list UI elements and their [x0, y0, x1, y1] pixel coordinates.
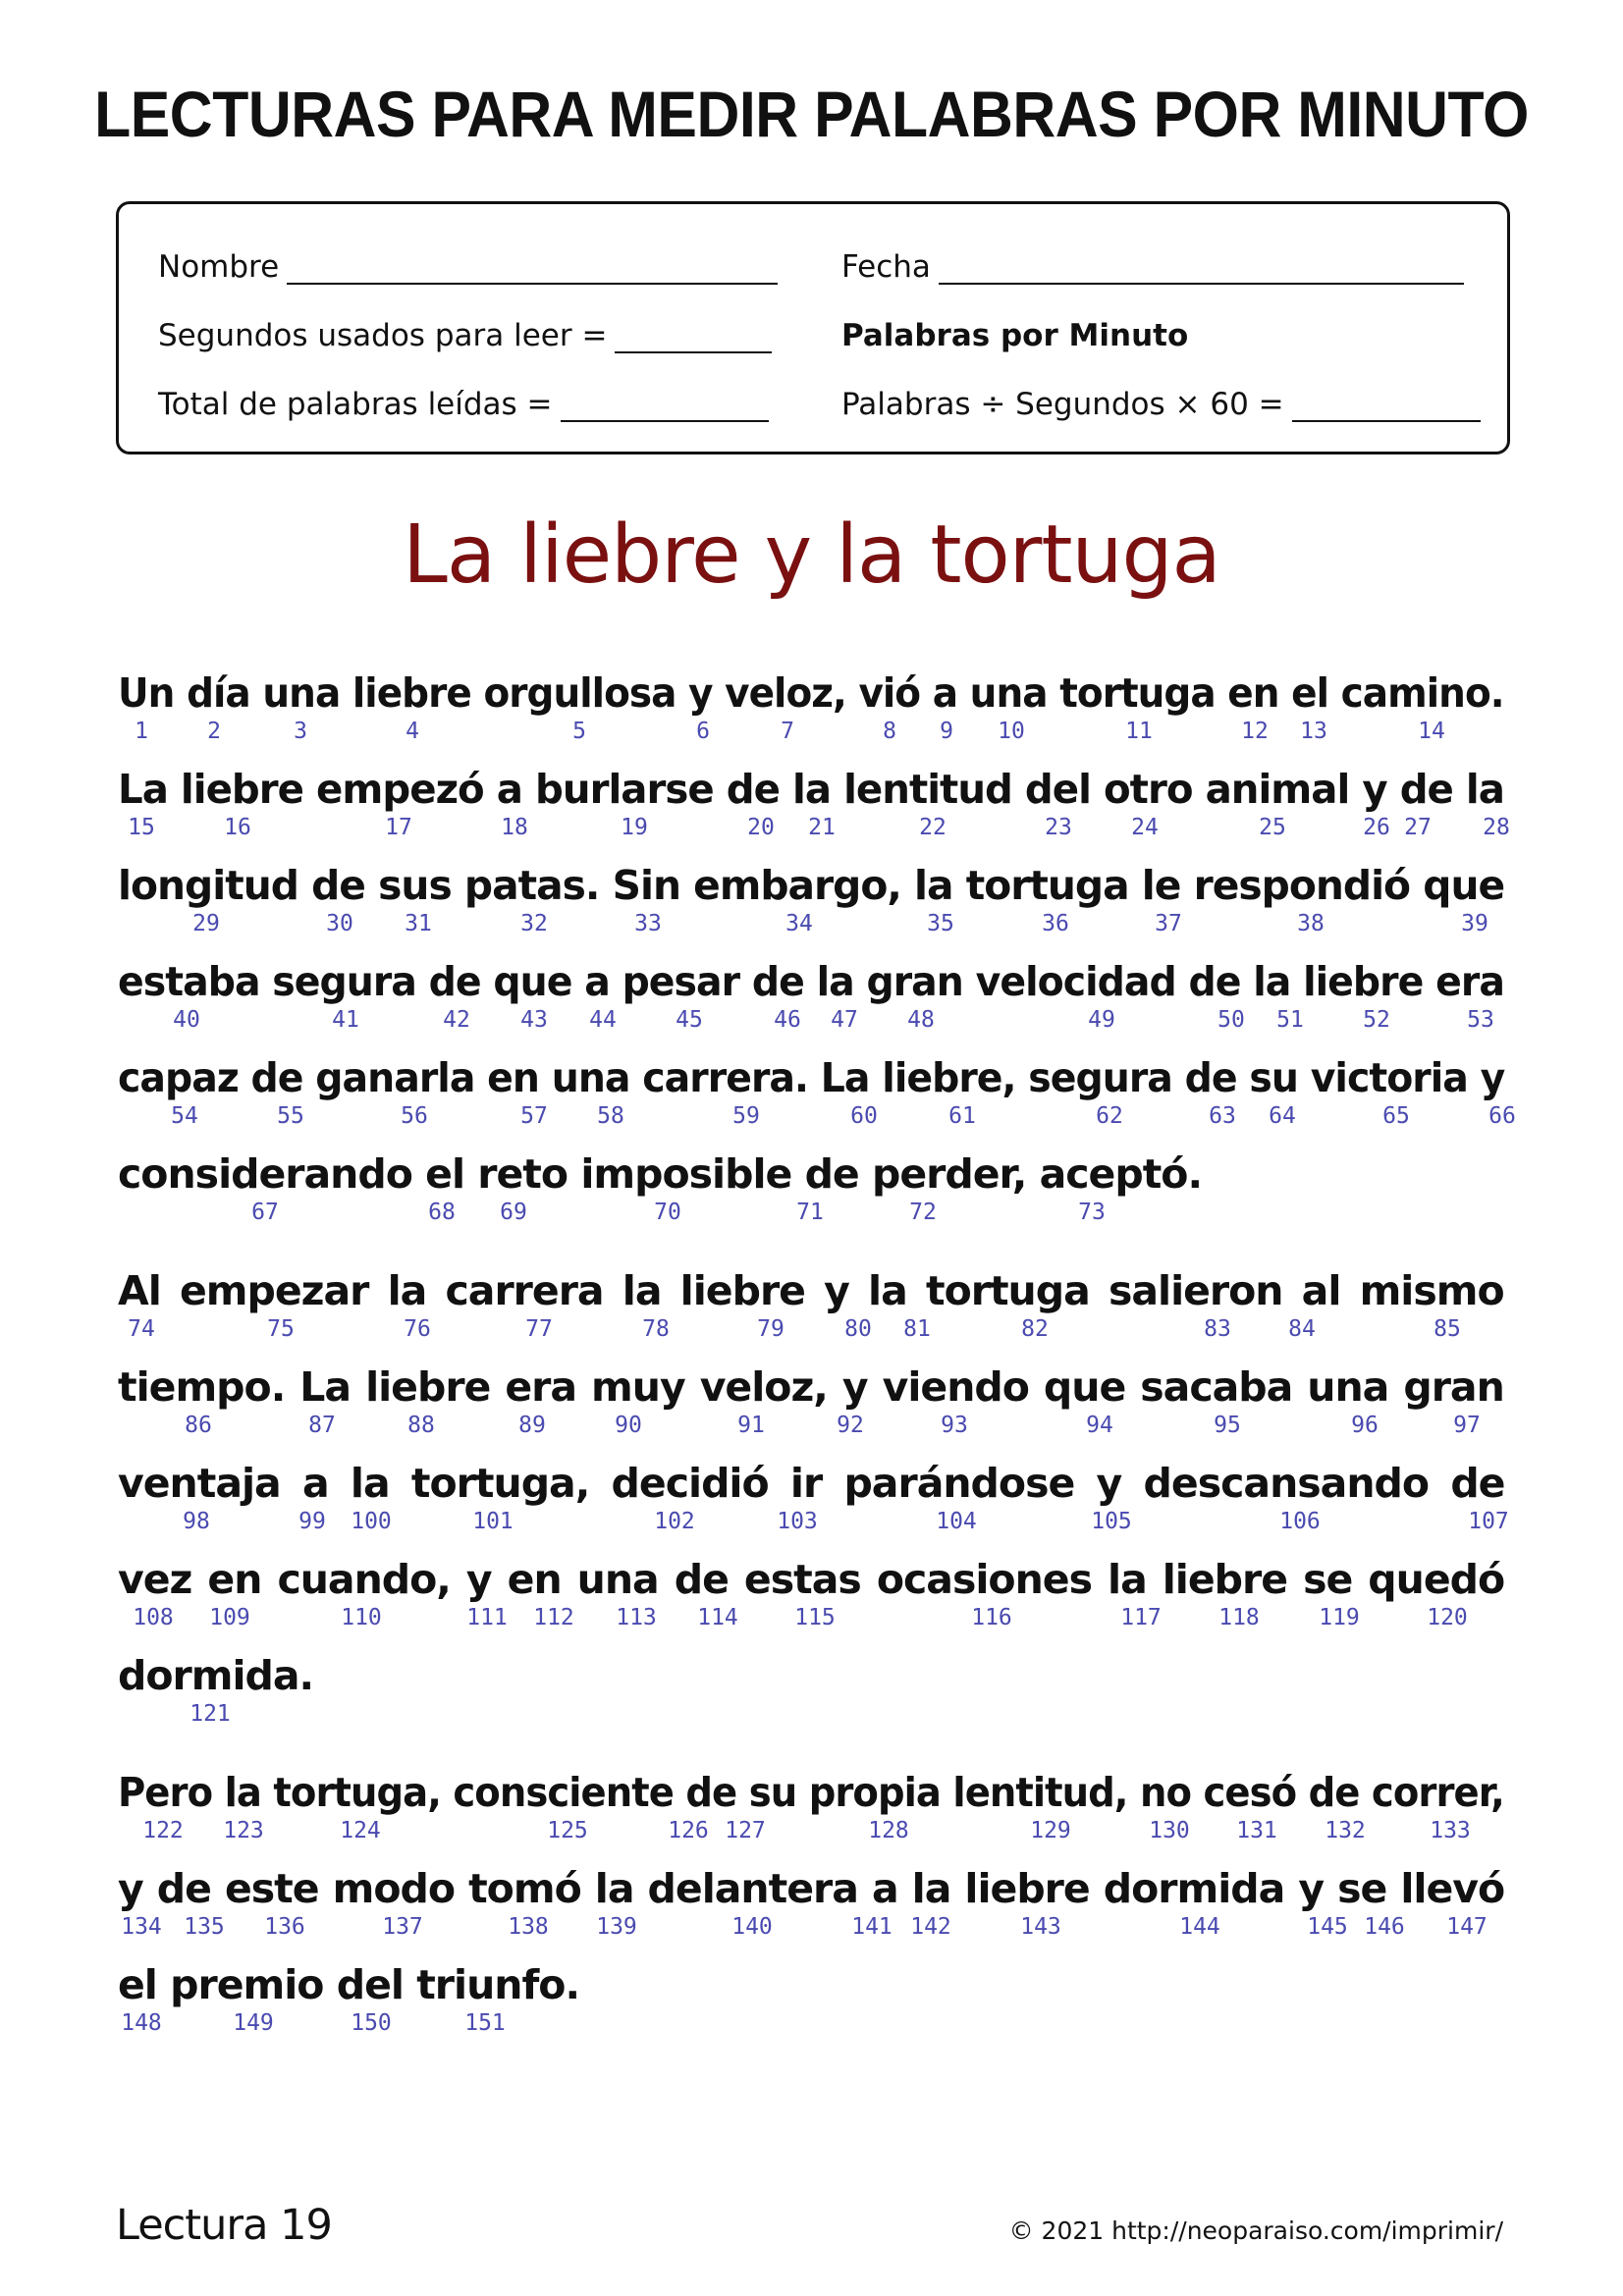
word-count-number: 4: [406, 719, 419, 744]
word-count-number: 74: [128, 1316, 155, 1342]
word-count-number: 40: [173, 1007, 200, 1033]
reading-line: [118, 1865, 1514, 1940]
reading-line-text: La liebre empezó a burlarse de la lentitud del otro animal y de la: [118, 766, 1504, 813]
word-count-number: 13: [1300, 719, 1327, 744]
word-count-number: 6: [696, 719, 710, 744]
segundos-field[interactable]: [158, 318, 772, 353]
word-count-number: 33: [634, 911, 662, 936]
word-count-number: 50: [1217, 1007, 1245, 1033]
word-count-number: 102: [654, 1509, 695, 1534]
word-counter-row: [118, 1316, 1514, 1344]
word-count-number: 110: [341, 1605, 382, 1630]
word-count-number: 148: [121, 2010, 162, 2036]
word-count-number: 29: [192, 911, 220, 936]
word-count-number: 46: [774, 1007, 801, 1033]
word-count-number: 113: [616, 1605, 657, 1630]
word-count-number: 120: [1427, 1605, 1468, 1630]
word-count-number: 79: [757, 1316, 784, 1342]
word-count-number: 70: [654, 1200, 681, 1225]
word-count-number: 31: [405, 911, 432, 936]
word-count-number: 59: [732, 1103, 760, 1129]
word-count-number: 52: [1363, 1007, 1390, 1033]
word-counter-row: [118, 911, 1514, 938]
word-counter-row: [118, 815, 1514, 842]
word-counter-row: [118, 1413, 1514, 1440]
word-count-number: 16: [224, 815, 251, 840]
reading-line: [118, 1267, 1514, 1342]
word-count-number: 82: [1021, 1316, 1049, 1342]
reading-line-text: vez en cuando, y en una de estas ocasiones la liebre se quedó: [118, 1556, 1505, 1603]
word-count-number: 10: [998, 719, 1025, 744]
word-counter-row: [118, 1200, 1514, 1227]
word-count-number: 87: [308, 1413, 336, 1438]
word-count-number: 134: [121, 1914, 162, 1940]
word-count-number: 116: [971, 1605, 1012, 1630]
word-count-number: 57: [520, 1103, 548, 1129]
word-count-number: 151: [464, 2010, 506, 2036]
word-count-number: 22: [919, 815, 947, 840]
word-count-number: 48: [907, 1007, 935, 1033]
word-counter-row: [118, 1914, 1514, 1942]
word-count-number: 144: [1179, 1914, 1220, 1940]
word-count-number: 42: [443, 1007, 470, 1033]
word-count-number: 138: [508, 1914, 549, 1940]
word-count-number: 43: [520, 1007, 548, 1033]
total-blank[interactable]: [561, 391, 769, 422]
word-count-number: 114: [697, 1605, 738, 1630]
word-counter-row: [118, 2010, 1514, 2038]
reading-line: [118, 1556, 1514, 1630]
word-count-number: 139: [596, 1914, 637, 1940]
lectura-number: Lectura 19: [116, 2201, 332, 2250]
word-count-number: 63: [1209, 1103, 1236, 1129]
word-count-number: 81: [903, 1316, 931, 1342]
word-count-number: 69: [500, 1200, 527, 1225]
nombre-field[interactable]: [158, 249, 778, 285]
formula-field[interactable]: [841, 387, 1481, 422]
word-count-number: 106: [1279, 1509, 1321, 1534]
word-count-number: 64: [1269, 1103, 1296, 1129]
word-count-number: 103: [777, 1509, 818, 1534]
word-count-number: 93: [941, 1413, 968, 1438]
word-count-number: 34: [785, 911, 813, 936]
word-count-number: 135: [184, 1914, 225, 1940]
word-count-number: 24: [1131, 815, 1159, 840]
word-count-number: 88: [407, 1413, 435, 1438]
word-count-number: 49: [1088, 1007, 1115, 1033]
word-count-number: 51: [1276, 1007, 1304, 1033]
word-count-number: 1: [135, 719, 148, 744]
word-count-number: 109: [209, 1605, 250, 1630]
word-count-number: 55: [277, 1103, 304, 1129]
student-info-box: [116, 201, 1510, 454]
word-count-number: 92: [837, 1413, 864, 1438]
word-count-number: 145: [1307, 1914, 1348, 1940]
word-count-number: 62: [1096, 1103, 1123, 1129]
formula-blank[interactable]: [1292, 391, 1481, 422]
fecha-label: Fecha: [841, 249, 931, 285]
word-count-number: 147: [1446, 1914, 1488, 1940]
word-count-number: 71: [796, 1200, 824, 1225]
reading-line-text: Un día una liebre orgullosa y veloz, vió a una tortuga en el camino.: [118, 669, 1504, 717]
page-title: LECTURAS PARA MEDIR PALABRAS POR MINUTO: [94, 78, 1529, 150]
word-count-number: 36: [1042, 911, 1069, 936]
word-count-number: 90: [615, 1413, 642, 1438]
word-counter-row: [118, 1007, 1514, 1035]
word-count-number: 3: [294, 719, 307, 744]
word-count-number: 97: [1453, 1413, 1481, 1438]
word-count-number: 15: [128, 815, 155, 840]
word-count-number: 142: [910, 1914, 951, 1940]
fecha-field[interactable]: [841, 249, 1464, 285]
word-count-number: 8: [883, 719, 896, 744]
reading-line: [118, 1363, 1514, 1438]
reading-line: [118, 1652, 1514, 1727]
word-count-number: 83: [1204, 1316, 1231, 1342]
reading-line-text: estaba segura de que a pesar de la gran velocidad de la liebre era: [118, 958, 1504, 1005]
word-count-number: 21: [808, 815, 836, 840]
reading-line-text: el premio del triunfo.: [118, 1961, 580, 2008]
word-counter-row: [118, 1701, 1514, 1729]
word-count-number: 28: [1483, 815, 1510, 840]
word-count-number: 27: [1404, 815, 1432, 840]
reading-line-text: y de este modo tomó la delantera a la liebre dormida y se llevó: [118, 1865, 1505, 1912]
word-count-number: 96: [1351, 1413, 1379, 1438]
reading-line-text: dormida.: [118, 1652, 314, 1699]
word-count-number: 85: [1434, 1316, 1461, 1342]
word-count-number: 128: [868, 1818, 909, 1843]
story-title: La liebre y la tortuga: [403, 508, 1220, 602]
word-count-number: 140: [731, 1914, 773, 1940]
word-count-number: 78: [642, 1316, 670, 1342]
word-count-number: 80: [844, 1316, 872, 1342]
word-count-number: 84: [1288, 1316, 1316, 1342]
segundos-label: Segundos usados para leer =: [158, 318, 608, 353]
word-count-number: 126: [668, 1818, 709, 1843]
reading-line-text: ventaja a la tortuga, decidió ir parándose y descansando de: [118, 1460, 1505, 1507]
word-count-number: 89: [518, 1413, 546, 1438]
word-count-number: 25: [1259, 815, 1286, 840]
word-count-number: 132: [1325, 1818, 1366, 1843]
reading-line: [118, 862, 1514, 936]
word-count-number: 73: [1078, 1200, 1106, 1225]
total-field[interactable]: [158, 387, 769, 422]
word-count-number: 125: [547, 1818, 588, 1843]
word-count-number: 72: [909, 1200, 937, 1225]
word-count-number: 127: [725, 1818, 766, 1843]
reading-line: [118, 958, 1514, 1033]
word-count-number: 129: [1030, 1818, 1071, 1843]
word-count-number: 68: [428, 1200, 456, 1225]
copyright-text: © 2021 http://neoparaiso.com/imprimir/: [1008, 2216, 1503, 2245]
word-count-number: 5: [572, 719, 586, 744]
word-count-number: 60: [850, 1103, 878, 1129]
word-count-number: 61: [948, 1103, 976, 1129]
segundos-blank[interactable]: [615, 322, 772, 353]
word-count-number: 108: [133, 1605, 174, 1630]
word-count-number: 12: [1241, 719, 1269, 744]
reading-line: [118, 1769, 1514, 1843]
nombre-blank[interactable]: [287, 253, 778, 285]
word-count-number: 112: [533, 1605, 574, 1630]
word-count-number: 41: [332, 1007, 359, 1033]
reading-line-text: Al empezar la carrera la liebre y la tortuga salieron al mismo: [118, 1267, 1504, 1314]
word-count-number: 121: [189, 1701, 231, 1727]
word-count-number: 133: [1430, 1818, 1471, 1843]
word-count-number: 149: [233, 2010, 274, 2036]
nombre-label: Nombre: [158, 249, 280, 285]
reading-line: [118, 1054, 1516, 1129]
word-count-number: 56: [401, 1103, 428, 1129]
word-count-number: 136: [264, 1914, 305, 1940]
reading-line: [118, 1961, 1514, 2036]
word-count-number: 104: [936, 1509, 977, 1534]
reading-line: [118, 766, 1514, 840]
word-count-number: 86: [185, 1413, 212, 1438]
word-count-number: 91: [737, 1413, 765, 1438]
word-count-number: 11: [1125, 719, 1153, 744]
word-count-number: 2: [207, 719, 221, 744]
word-count-number: 20: [747, 815, 775, 840]
word-count-number: 54: [171, 1103, 198, 1129]
word-counter-row: [118, 1509, 1514, 1536]
word-count-number: 23: [1045, 815, 1072, 840]
word-count-number: 122: [142, 1818, 184, 1843]
word-count-number: 65: [1382, 1103, 1410, 1129]
word-count-number: 123: [223, 1818, 264, 1843]
word-count-number: 107: [1468, 1509, 1509, 1534]
word-count-number: 47: [831, 1007, 858, 1033]
word-count-number: 53: [1467, 1007, 1494, 1033]
word-count-number: 117: [1120, 1605, 1162, 1630]
word-count-number: 105: [1091, 1509, 1132, 1534]
word-count-number: 143: [1020, 1914, 1061, 1940]
word-counter-row: [118, 1605, 1514, 1632]
ppm-heading: Palabras por Minuto: [841, 318, 1189, 353]
word-count-number: 45: [676, 1007, 703, 1033]
reading-line-text: longitud de sus patas. Sin embargo, la tortuga le respondió que: [118, 862, 1505, 909]
word-count-number: 66: [1488, 1103, 1516, 1129]
word-count-number: 95: [1214, 1413, 1241, 1438]
reading-line-text: capaz de ganarla en una carrera. La liebre, segura de su victoria y: [118, 1054, 1505, 1101]
word-count-number: 32: [520, 911, 548, 936]
word-count-number: 9: [940, 719, 953, 744]
word-counter-row: [118, 1818, 1514, 1845]
formula-label: Palabras ÷ Segundos × 60 =: [841, 387, 1284, 422]
word-count-number: 7: [781, 719, 794, 744]
word-count-number: 39: [1461, 911, 1488, 936]
word-count-number: 77: [525, 1316, 553, 1342]
word-count-number: 131: [1236, 1818, 1277, 1843]
word-count-number: 100: [351, 1509, 392, 1534]
word-counter-row: [118, 1103, 1514, 1131]
word-count-number: 35: [927, 911, 954, 936]
word-count-number: 26: [1363, 815, 1390, 840]
word-count-number: 124: [340, 1818, 381, 1843]
word-count-number: 115: [794, 1605, 836, 1630]
word-count-number: 37: [1155, 911, 1182, 936]
word-count-number: 98: [183, 1509, 210, 1534]
word-count-number: 44: [589, 1007, 617, 1033]
word-count-number: 111: [466, 1605, 508, 1630]
word-count-number: 101: [472, 1509, 514, 1534]
word-count-number: 30: [326, 911, 353, 936]
reading-line-text: tiempo. La liebre era muy veloz, y viendo que sacaba una gran: [118, 1363, 1504, 1411]
word-count-number: 76: [404, 1316, 431, 1342]
reading-line: [118, 1150, 1514, 1225]
fecha-blank[interactable]: [939, 253, 1464, 285]
word-count-number: 99: [298, 1509, 326, 1534]
word-count-number: 146: [1364, 1914, 1405, 1940]
word-count-number: 130: [1149, 1818, 1190, 1843]
word-count-number: 18: [501, 815, 528, 840]
reading-line: [118, 1460, 1514, 1534]
reading-line-text: Pero la tortuga, consciente de su propia lentitud, no cesó de correr,: [118, 1769, 1504, 1816]
total-label: Total de palabras leídas =: [158, 387, 553, 422]
word-count-number: 150: [351, 2010, 392, 2036]
word-count-number: 94: [1086, 1413, 1113, 1438]
word-count-number: 75: [267, 1316, 295, 1342]
word-counter-row: [118, 719, 1514, 746]
word-count-number: 141: [851, 1914, 893, 1940]
word-count-number: 17: [385, 815, 412, 840]
word-count-number: 118: [1218, 1605, 1260, 1630]
word-count-number: 119: [1319, 1605, 1360, 1630]
word-count-number: 67: [251, 1200, 279, 1225]
word-count-number: 14: [1418, 719, 1445, 744]
reading-line: [118, 669, 1514, 744]
word-count-number: 58: [597, 1103, 624, 1129]
word-count-number: 19: [621, 815, 648, 840]
word-count-number: 38: [1297, 911, 1325, 936]
word-count-number: 137: [382, 1914, 423, 1940]
reading-line-text: considerando el reto imposible de perder, aceptó.: [118, 1150, 1203, 1198]
